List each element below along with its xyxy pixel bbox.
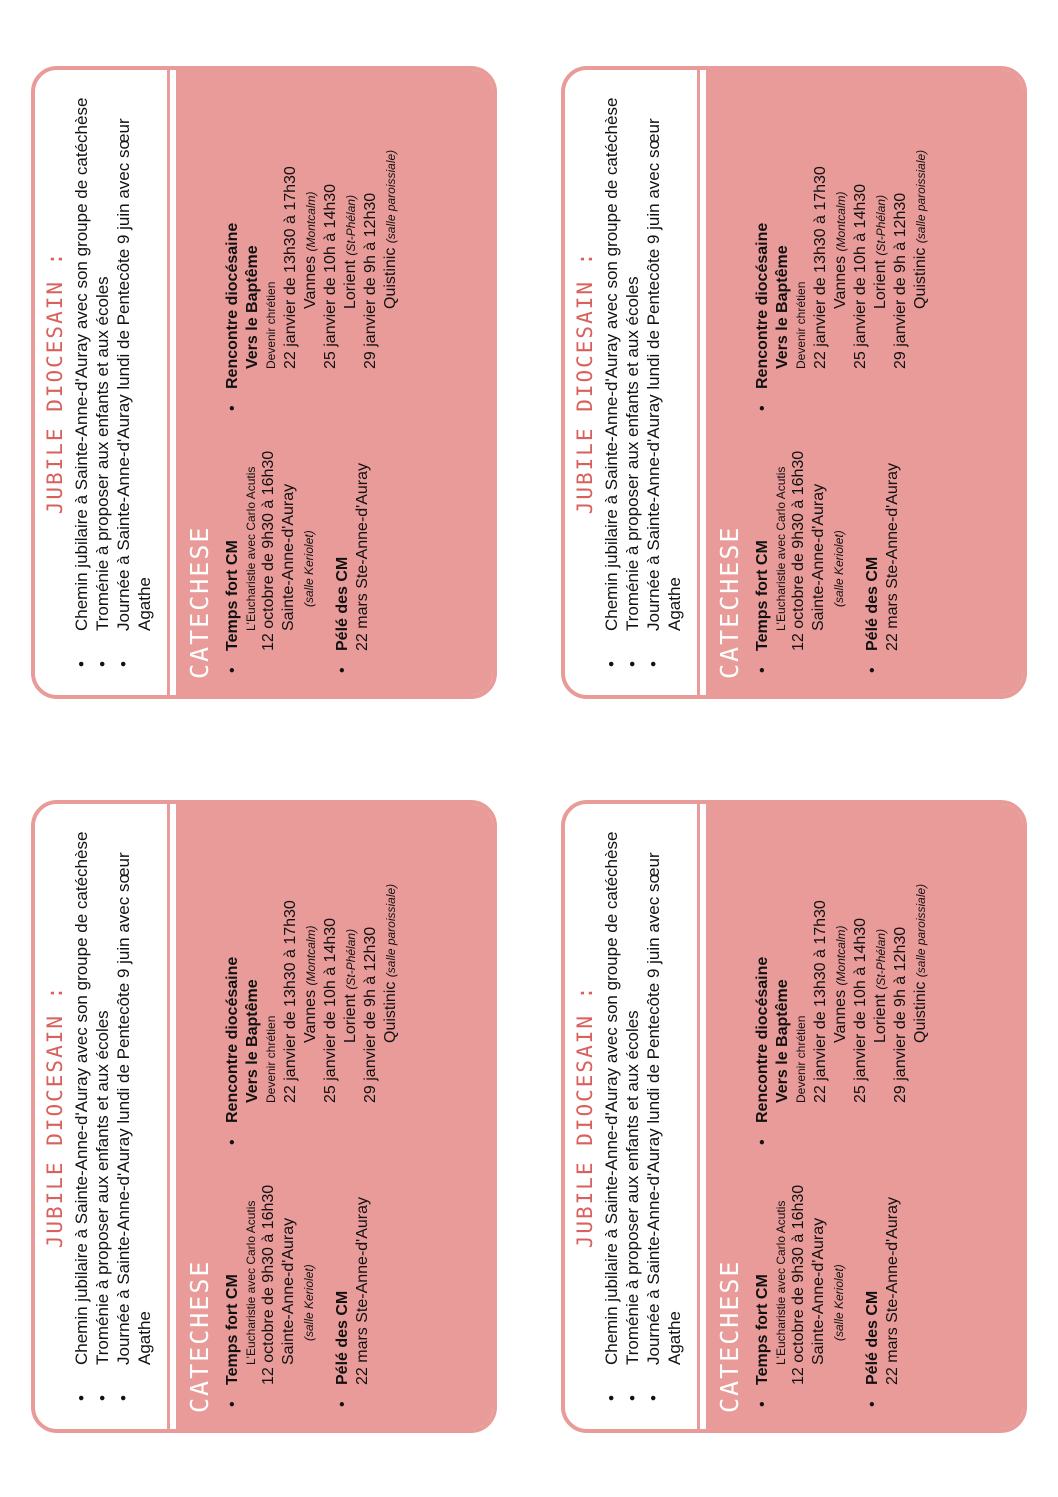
pele-item — [863, 417, 903, 679]
temps-fort-title: • Temps fort CM — [754, 540, 771, 651]
temps-fort-place: Sainte-Anne-d'Auray — [810, 483, 827, 631]
card — [31, 800, 497, 1433]
temps-fort-item — [753, 417, 849, 679]
rencontre-line1: 22 janvier de 13h30 à 17h30 — [282, 900, 299, 1103]
jubile-list — [71, 84, 155, 675]
temps-fort-date: 12 octobre de 9h30 à 16h30 — [790, 1184, 807, 1385]
card — [31, 66, 497, 699]
rencontre-tag: Devenir chrétien — [264, 1015, 278, 1103]
rencontre-title: • Rencontre diocésaine — [224, 956, 241, 1123]
pele-item — [333, 417, 373, 679]
list-item: • Chemin jubilaire à Sainte-Anne-d'Auray avec son groupe de catéchèse — [601, 818, 622, 1409]
temps-fort-subtitle: L'Eucharistie avec Carlo Acutis — [244, 466, 258, 631]
rencontre-subtitle: Vers le Baptême — [774, 245, 791, 369]
rencontre-room3: (salle paroissiale) — [384, 149, 398, 244]
right-column — [753, 87, 931, 417]
catechese-section — [179, 70, 493, 695]
right-column — [223, 87, 401, 417]
pele-title: • Pélé des CM — [334, 556, 351, 651]
catechese-title: CATECHESE — [185, 1259, 214, 1413]
temps-fort-date: 12 octobre de 9h30 à 16h30 — [260, 1184, 277, 1385]
temps-fort-title: • Temps fort CM — [224, 540, 241, 651]
card — [561, 66, 1027, 699]
rencontre-line2: 25 janvier de 10h à 14h30 — [322, 183, 339, 369]
card — [561, 800, 1027, 1433]
jubile-list — [71, 818, 155, 1409]
divider — [167, 804, 179, 1429]
list-item: • Troménie à proposer aux enfants et aux écoles — [92, 818, 113, 1409]
pele-item — [863, 1151, 903, 1413]
rencontre-place3: Quistinic — [912, 247, 929, 309]
rencontre-line2: 25 janvier de 10h à 14h30 — [852, 183, 869, 369]
temps-fort-room: (salle Keriolet) — [832, 530, 846, 607]
temps-fort-item — [223, 1151, 319, 1413]
list-item: • Journée à Sainte-Anne-d'Auray lundi de Pentecôte 9 juin avec sœur Agathe — [113, 818, 155, 1409]
rencontre-place1: Vannes — [302, 255, 319, 309]
rencontre-line1: 22 janvier de 13h30 à 17h30 — [812, 900, 829, 1103]
rencontre-place2: Lorient — [872, 260, 889, 309]
rencontre-line3: 29 janvier de 9h à 12h30 — [362, 926, 379, 1103]
divider — [697, 70, 709, 695]
rencontre-line1: 22 janvier de 13h30 à 17h30 — [282, 166, 299, 369]
pele-date: 22 mars Ste-Anne-d'Auray — [354, 462, 371, 651]
pele-item — [333, 1151, 373, 1413]
rencontre-line3: 29 janvier de 9h à 12h30 — [892, 192, 909, 369]
pele-title: • Pélé des CM — [864, 1290, 881, 1385]
rencontre-room2: (St-Phélan) — [874, 928, 888, 990]
left-column — [223, 1151, 373, 1413]
rencontre-room3: (salle paroissiale) — [384, 883, 398, 978]
jubile-title: JUBILE DIOCESAIN : — [573, 984, 597, 1249]
pele-title: • Pélé des CM — [864, 556, 881, 651]
rencontre-place1: Vannes — [832, 989, 849, 1043]
rencontre-place2: Lorient — [342, 260, 359, 309]
jubile-list — [601, 818, 685, 1409]
left-column — [753, 417, 903, 679]
rencontre-tag: Devenir chrétien — [264, 281, 278, 369]
jubile-title: JUBILE DIOCESAIN : — [43, 984, 67, 1249]
rencontre-line2: 25 janvier de 10h à 14h30 — [852, 917, 869, 1103]
jubile-section — [565, 804, 697, 1429]
temps-fort-item — [223, 417, 319, 679]
rencontre-place2: Lorient — [342, 994, 359, 1043]
catechese-title: CATECHESE — [715, 1259, 744, 1413]
temps-fort-date: 12 octobre de 9h30 à 16h30 — [790, 450, 807, 651]
rencontre-place1: Vannes — [832, 255, 849, 309]
rencontre-title: • Rencontre diocésaine — [754, 222, 771, 389]
left-column — [223, 417, 373, 679]
rencontre-title: • Rencontre diocésaine — [754, 956, 771, 1123]
pele-date: 22 mars Ste-Anne-d'Auray — [354, 1196, 371, 1385]
list-item: • Chemin jubilaire à Sainte-Anne-d'Auray avec son groupe de catéchèse — [601, 84, 622, 675]
rencontre-title: • Rencontre diocésaine — [224, 222, 241, 389]
catechese-title: CATECHESE — [185, 525, 214, 679]
rencontre-subtitle: Vers le Baptême — [774, 979, 791, 1103]
rencontre-item — [753, 821, 931, 1151]
rencontre-subtitle: Vers le Baptême — [244, 979, 261, 1103]
jubile-section — [565, 70, 697, 695]
left-column — [753, 1151, 903, 1413]
rencontre-tag: Devenir chrétien — [794, 281, 808, 369]
list-item: • Chemin jubilaire à Sainte-Anne-d'Auray avec son groupe de catéchèse — [71, 84, 92, 675]
temps-fort-room: (salle Keriolet) — [302, 530, 316, 607]
jubile-title: JUBILE DIOCESAIN : — [43, 250, 67, 515]
temps-fort-room: (salle Keriolet) — [832, 1264, 846, 1341]
right-column — [223, 821, 401, 1151]
rencontre-room3: (salle paroissiale) — [914, 883, 928, 978]
list-item: • Troménie à proposer aux enfants et aux écoles — [92, 84, 113, 675]
rencontre-place3: Quistinic — [382, 981, 399, 1043]
catechese-section — [709, 804, 1023, 1429]
rencontre-room1: (Montcalm) — [834, 191, 848, 252]
list-item: • Journée à Sainte-Anne-d'Auray lundi de Pentecôte 9 juin avec sœur Agathe — [643, 84, 685, 675]
list-item: • Journée à Sainte-Anne-d'Auray lundi de Pentecôte 9 juin avec sœur Agathe — [113, 84, 155, 675]
rencontre-place3: Quistinic — [382, 247, 399, 309]
list-item: • Troménie à proposer aux enfants et aux écoles — [622, 818, 643, 1409]
list-item: • Journée à Sainte-Anne-d'Auray lundi de Pentecôte 9 juin avec sœur Agathe — [643, 818, 685, 1409]
rencontre-line3: 29 janvier de 9h à 12h30 — [892, 926, 909, 1103]
jubile-list — [601, 84, 685, 675]
pele-date: 22 mars Ste-Anne-d'Auray — [884, 1196, 901, 1385]
rencontre-line3: 29 janvier de 9h à 12h30 — [362, 192, 379, 369]
pele-date: 22 mars Ste-Anne-d'Auray — [884, 462, 901, 651]
temps-fort-subtitle: L'Eucharistie avec Carlo Acutis — [774, 466, 788, 631]
rencontre-item — [223, 821, 401, 1151]
temps-fort-date: 12 octobre de 9h30 à 16h30 — [260, 450, 277, 651]
rencontre-room3: (salle paroissiale) — [914, 149, 928, 244]
rencontre-item — [223, 87, 401, 417]
rencontre-line2: 25 janvier de 10h à 14h30 — [322, 917, 339, 1103]
list-item: • Troménie à proposer aux enfants et aux écoles — [622, 84, 643, 675]
rencontre-room1: (Montcalm) — [304, 925, 318, 986]
temps-fort-subtitle: L'Eucharistie avec Carlo Acutis — [244, 1200, 258, 1365]
rencontre-place3: Quistinic — [912, 981, 929, 1043]
temps-fort-room: (salle Keriolet) — [302, 1264, 316, 1341]
temps-fort-place: Sainte-Anne-d'Auray — [810, 1217, 827, 1365]
temps-fort-place: Sainte-Anne-d'Auray — [280, 1217, 297, 1365]
flyer-card-top-right — [561, 66, 1058, 679]
divider — [697, 804, 709, 1429]
list-item: • Chemin jubilaire à Sainte-Anne-d'Auray avec son groupe de catéchèse — [71, 818, 92, 1409]
rencontre-room2: (St-Phélan) — [874, 194, 888, 256]
rencontre-room1: (Montcalm) — [834, 925, 848, 986]
temps-fort-subtitle: L'Eucharistie avec Carlo Acutis — [774, 1200, 788, 1365]
right-column — [753, 821, 931, 1151]
rencontre-room2: (St-Phélan) — [344, 928, 358, 990]
flyer-card-bottom-right — [561, 800, 1058, 1413]
temps-fort-place: Sainte-Anne-d'Auray — [280, 483, 297, 631]
rencontre-line1: 22 janvier de 13h30 à 17h30 — [812, 166, 829, 369]
rencontre-room2: (St-Phélan) — [344, 194, 358, 256]
jubile-title: JUBILE DIOCESAIN : — [573, 250, 597, 515]
pele-title: • Pélé des CM — [334, 1290, 351, 1385]
jubile-section — [35, 70, 167, 695]
jubile-section — [35, 804, 167, 1429]
temps-fort-item — [753, 1151, 849, 1413]
divider — [167, 70, 179, 695]
rencontre-subtitle: Vers le Baptême — [244, 245, 261, 369]
temps-fort-title: • Temps fort CM — [754, 1274, 771, 1385]
rencontre-item — [753, 87, 931, 417]
temps-fort-title: • Temps fort CM — [224, 1274, 241, 1385]
catechese-section — [709, 70, 1023, 695]
rencontre-tag: Devenir chrétien — [794, 1015, 808, 1103]
catechese-title: CATECHESE — [715, 525, 744, 679]
rencontre-place2: Lorient — [872, 994, 889, 1043]
rencontre-place1: Vannes — [302, 989, 319, 1043]
catechese-section — [179, 804, 493, 1429]
rencontre-room1: (Montcalm) — [304, 191, 318, 252]
